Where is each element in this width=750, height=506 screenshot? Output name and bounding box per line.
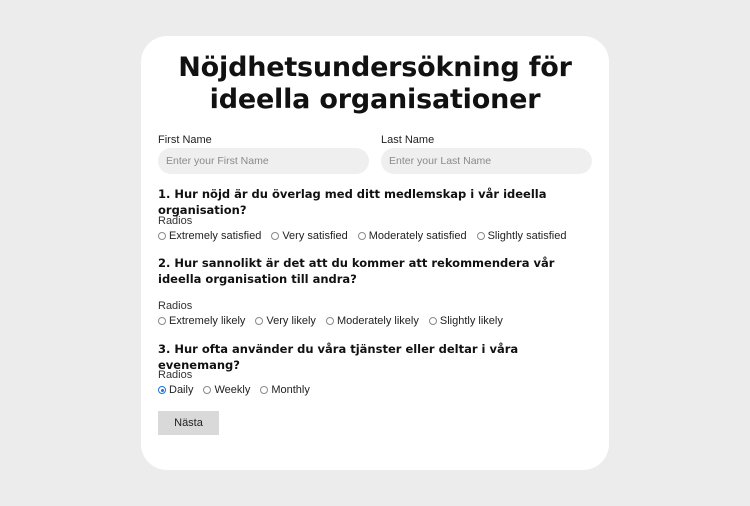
radio-button[interactable] bbox=[326, 317, 334, 325]
radio-button[interactable] bbox=[255, 317, 263, 325]
radio-button[interactable] bbox=[429, 317, 437, 325]
radio-button-selected[interactable] bbox=[158, 386, 166, 394]
question-3-option-daily[interactable] bbox=[158, 384, 193, 396]
form-title-line-1: Nöjdhetsundersökning för bbox=[178, 52, 572, 83]
question-1-radio-group bbox=[158, 230, 576, 242]
option-label: Extremely satisfied bbox=[169, 230, 262, 242]
question-1-option-extremely-satisfied[interactable] bbox=[158, 230, 261, 242]
option-label: Extremely likely bbox=[169, 315, 246, 327]
radio-button[interactable] bbox=[358, 232, 366, 240]
question-2-group-label: Radios bbox=[158, 300, 193, 312]
question-2-option-very-likely[interactable] bbox=[255, 315, 316, 327]
first-name-label: First Name bbox=[158, 134, 212, 146]
form-title bbox=[141, 52, 609, 116]
question-3-option-monthly[interactable] bbox=[260, 384, 310, 396]
last-name-label: Last Name bbox=[381, 134, 435, 146]
option-label: Weekly bbox=[214, 384, 251, 396]
radio-button[interactable] bbox=[477, 232, 485, 240]
question-3-group-label: Radios bbox=[158, 369, 193, 381]
question-3-radio-group bbox=[158, 384, 320, 396]
radio-button[interactable] bbox=[260, 386, 268, 394]
question-2-radio-group bbox=[158, 315, 513, 327]
question-2-text: 2. Hur sannolikt är det att du kommer att rekommendera vår ideella organisation till andra? bbox=[158, 256, 555, 286]
option-label: Monthly bbox=[271, 384, 310, 396]
question-1-group-label: Radios bbox=[158, 215, 193, 227]
option-label: Slightly likely bbox=[439, 315, 503, 327]
option-label: Moderately satisfied bbox=[368, 230, 467, 242]
question-2-option-slightly-likely[interactable] bbox=[429, 315, 503, 327]
option-label: Very satisfied bbox=[282, 230, 348, 242]
last-name-input[interactable] bbox=[381, 148, 592, 174]
question-2-option-moderately-likely[interactable] bbox=[326, 315, 419, 327]
question-3-text: 3. Hur ofta använder du våra tjänster eller deltar i våra evenemang? bbox=[158, 342, 519, 372]
radio-button[interactable] bbox=[271, 232, 279, 240]
question-2-option-extremely-likely[interactable] bbox=[158, 315, 245, 327]
question-1-text: 1. Hur nöjd är du överlag med ditt medlemskap i vår ideella organisation? bbox=[158, 187, 547, 217]
radio-button[interactable] bbox=[203, 386, 211, 394]
radio-button[interactable] bbox=[158, 232, 166, 240]
question-3-option-weekly[interactable] bbox=[203, 384, 250, 396]
question-1-option-moderately-satisfied[interactable] bbox=[358, 230, 467, 242]
form-title-line-2: ideella organisationer bbox=[209, 84, 541, 115]
first-name-input[interactable] bbox=[158, 148, 369, 174]
option-label: Very likely bbox=[266, 315, 316, 327]
survey-form-card bbox=[141, 36, 609, 470]
question-1-option-slightly-satisfied[interactable] bbox=[477, 230, 567, 242]
radio-button[interactable] bbox=[158, 317, 166, 325]
option-label: Slightly satisfied bbox=[487, 230, 567, 242]
option-label: Moderately likely bbox=[336, 315, 419, 327]
question-1-option-very-satisfied[interactable] bbox=[271, 230, 347, 242]
next-button[interactable]: Nästa bbox=[158, 411, 219, 435]
option-label: Daily bbox=[169, 384, 194, 396]
